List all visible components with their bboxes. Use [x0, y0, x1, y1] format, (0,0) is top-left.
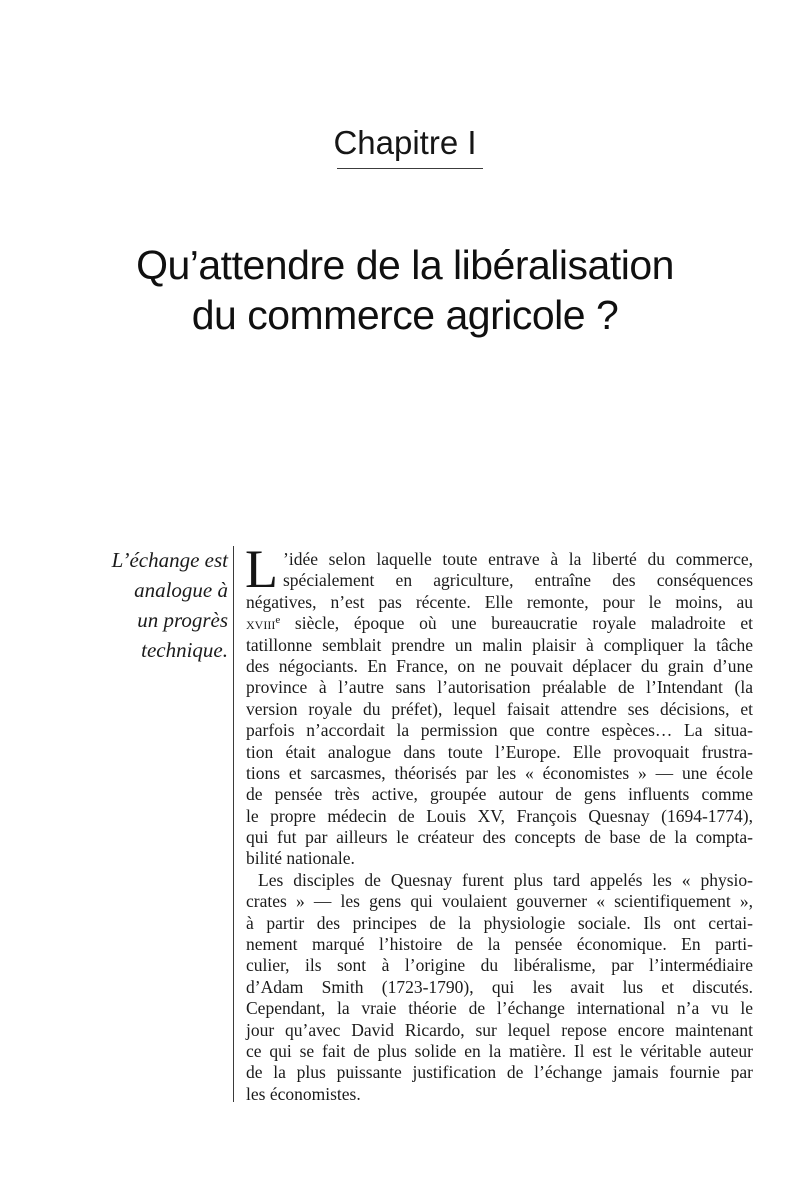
body-line: tions et sarcasmes, théorisés par les « économistes » — une école	[246, 762, 753, 783]
body-line-text: siècle, époque où une bureaucratie royale maladroite et	[280, 613, 753, 634]
body-line: le propre médecin de Louis XV, François Quesnay (1694-1774),	[246, 805, 753, 826]
body-line: à partir des principes de la physiologie sociale. Ils ont certai-	[246, 912, 753, 933]
body-line: tatillonne semblait prendre un malin plaisir à compliquer la tâche	[246, 634, 753, 655]
body-line: ’idée selon laquelle toute entrave à la liberté du commerce,	[283, 549, 753, 569]
body-line: négatives, n’est pas récente. Elle remonte, pour le moins, au	[246, 591, 753, 612]
roman-numeral-small-caps: xviii	[246, 613, 276, 634]
margin-note-line: un progrès	[137, 608, 228, 632]
page-title-line-2: du commerce agricole ?	[191, 292, 619, 338]
chapter-underline-rule	[337, 168, 483, 169]
body-line: Les disciples de Quesnay furent plus tard appelés les « physio-	[258, 869, 753, 890]
margin-note-line: technique.	[141, 638, 228, 662]
body-line: crates » — les gens qui voulaient gouverner « scientifiquement »,	[246, 891, 753, 912]
body-line: de la plus puissante justification de l’échange jamais fournie par	[246, 1062, 753, 1083]
margin-column-rule	[233, 546, 234, 1102]
body-line: Cependant, la vraie théorie de l’échange international n’a vu le	[246, 998, 753, 1019]
body-line	[246, 613, 753, 634]
page-title-line-1: Qu’attendre de la libéralisation	[136, 242, 674, 288]
body-line: ce qui se fait de plus solide en la matière. Il est le véritable auteur	[246, 1040, 753, 1061]
body-line: qui fut par ailleurs le créateur des concepts de base de la compta-	[246, 827, 753, 848]
body-line: bilité nationale.	[246, 848, 355, 869]
body-line: des négociants. En France, on ne pouvait déplacer du grain d’une	[246, 655, 753, 676]
body-line: de pensée très active, groupée autour de gens influents comme	[246, 784, 753, 805]
body-line: tion était analogue dans toute l’Europe. Elle provoquait frustra-	[246, 741, 753, 762]
body-line: jour qu’avec David Ricardo, sur lequel repose encore maintenant	[246, 1019, 753, 1040]
page-title	[10, 240, 800, 340]
body-text	[245, 539, 753, 1105]
body-line: d’Adam Smith (1723-1790), qui les avait lus et discutés.	[246, 976, 753, 997]
drop-cap: L	[245, 539, 278, 599]
body-line: culier, ils sont à l’origine du libéralisme, par l’intermédiaire	[246, 955, 753, 976]
body-line: spécialement en agriculture, entraîne des conséquences	[283, 570, 753, 591]
body-line: parfois n’accordait la permission que contre espèces… La situa-	[246, 720, 753, 741]
chapter-heading: Chapitre I	[333, 124, 477, 161]
margin-note	[78, 545, 228, 665]
body-line: province à l’autre sans l’autorisation préalable de l’Intendant (la	[246, 677, 753, 698]
body-line: version royale du préfet), lequel faisait attendre ses décisions, et	[246, 698, 753, 719]
body-line: les économistes.	[246, 1083, 361, 1104]
body-line: nement marqué l’histoire de la pensée économique. En parti-	[246, 934, 753, 955]
margin-note-line: analogue à	[134, 578, 228, 602]
ordinal-superscript: e	[275, 614, 281, 627]
margin-note-line: L’échange est	[111, 548, 228, 572]
